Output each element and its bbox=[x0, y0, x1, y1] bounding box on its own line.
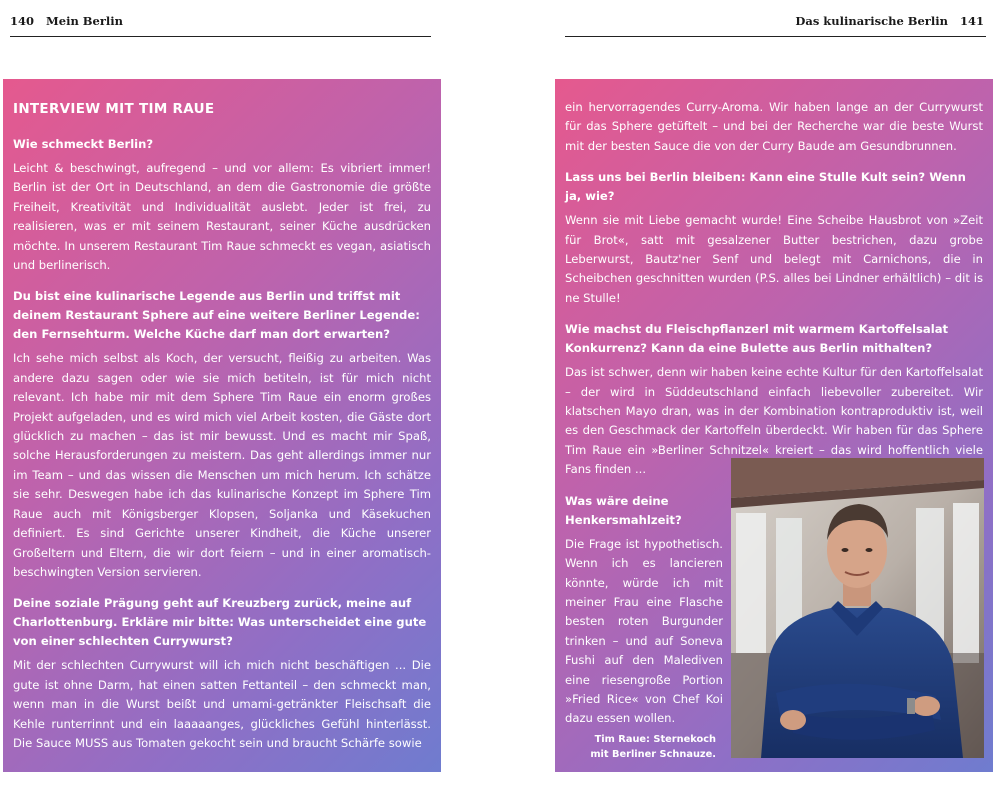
question-5: Wie machst du Fleischpflanzerl mit warmem Kartoffelsalat Konkurrenz? Kann da eine Bulette aus Berlin mithalten? bbox=[565, 322, 949, 356]
answer-6: Die Frage ist hypothetisch. Wenn ich es lancieren könnte, würde ich mit meiner Frau eine Flasche besten roten Burgunder trinken – und auf Soneva Fushi auf den Malediven eine riesengroße Portion »Fried Rice« von Chef Koi dazu essen wollen. bbox=[565, 536, 723, 726]
answer-2: Ich sehe mich selbst als Koch, der versucht, fleißig zu arbeiten. Was andere dazu sagen oder wie sie mich betiteln, ist für mich nicht relevant. Ich habe mir mit dem Sphere Tim Raue ein enorm großes Projekt aufgeladen, und es wird mich viel Arbeit kosten, die Gäste dort glücklich zu machen – das ist mir bewusst. Und es macht mir Spaß, solche Herausforderungen zu meistern. Das geht allerdings immer nur im Team – und das wissen die Menschen um mich herum. Ich schätze sie sehr. Deswegen habe ich das kulinarische Konzept im Sphere Tim Raue auch mit Königsberger Klopsen, Soljanka und Käsekuchen definiert. Es sind Gerichte unserer Kindheit, die Küche unserer Großeltern und Eltern, die wir dort feiern – und in einer aromatisch-beschwingten Version servieren. bbox=[13, 351, 431, 579]
answer-3-continued: ein hervorragendes Curry-Aroma. Wir haben lange an der Currywurst für das Sphere getüftelt – und bei der Recherche war die beste Wurst mit der besten Sauce die von der Curry Baude am Gesundbrunnen. bbox=[565, 100, 983, 153]
interview-heading: INTERVIEW MIT TIM RAUE bbox=[13, 101, 215, 117]
left-interview-panel bbox=[3, 79, 441, 772]
answer-5: Das ist schwer, denn wir haben keine echte Kultur für den Kartoffelsalat – der wird in Süddeutschland einfach liebevoller zubereitet. Wir klatschen Mayo dran, was in der Kombination kontraproduktiv ist, weil es den Geschmack der Kartoffeln überdeckt. Wir haben für das Sphere Tim Raue ein »Berliner Schnitzel« kreiert – das wird hoffentlich viele Fans finden ... bbox=[565, 365, 983, 477]
left-header-title: Mein Berlin bbox=[46, 14, 124, 28]
answer-4: Wenn sie mit Liebe gemacht wurde! Eine Scheibe Hausbrot von »Zeit für Brot«, satt mit gesalzener Butter bestrichen, dazu grobe Leberwurst, Bautz'ner Senf und belegt mit Carnichons, die in Scheibchen geschnitten wurden (P.S. alles bei Lindner erhältlich) – dit is ne Stulle! bbox=[565, 213, 983, 305]
answer-3: Mit der schlechten Currywurst will ich mich nicht beschäftigen ... Die gute ist ohne Darm, hat einen satten Fettanteil – den schmeckt man, wenn man in die Wurst beißt und umami-getränkter Fleischsaft die Kehle runterrinnt und ein laaaaanges, glückliches Gefühl hinterlässt. Die Sauce MUSS aus Tomaten gekocht sein und braucht Schärfe sowie bbox=[13, 658, 431, 750]
portrait-illustration bbox=[731, 458, 984, 758]
caption-line-2: mit Berliner Schnauze. bbox=[590, 749, 716, 760]
caption-line-1: Tim Raue: Sternekoch bbox=[594, 734, 716, 745]
left-page-number: 140 bbox=[10, 14, 35, 28]
left-running-header bbox=[10, 14, 123, 28]
question-2: Du bist eine kulinarische Legende aus Berlin und triffst mit deinem Restaurant Sphere auf eine weitere Berliner Legende: den Fernsehturm. Welche Küche darf man dort erwarten? bbox=[13, 289, 420, 342]
right-header-rule bbox=[565, 36, 986, 37]
left-header-rule bbox=[10, 36, 431, 37]
right-running-header bbox=[795, 14, 984, 28]
question-3: Deine soziale Prägung geht auf Kreuzberg zurück, meine auf Charlottenburg. Erkläre mir bitte: Was unterscheidet eine gute von einer schlechten Currywurst? bbox=[13, 596, 427, 649]
chef-portrait-photo bbox=[731, 458, 984, 758]
answer-1: Leicht & beschwingt, aufregend – und vor allem: Es vibriert immer! Berlin ist der Ort in Deutschland, an dem die Gastronomie die größte Freiheit, Kreativität und Individualität auslebt. Jeder ist frei, zu realisieren, was er mit seinem Restaurant, seiner Küche ausdrücken möchte. In unserem Restaurant Tim Raue schmeckt es vegan, asiatisch und berlinerisch. bbox=[13, 161, 431, 273]
question-1: Wie schmeckt Berlin? bbox=[13, 137, 154, 151]
question-6: Was wäre deine Henkersmahlzeit? bbox=[565, 493, 682, 527]
right-header-title: Das kulinarische Berlin bbox=[795, 14, 948, 28]
photo-caption bbox=[580, 732, 716, 762]
question-4: Lass uns bei Berlin bleiben: Kann eine Stulle Kult sein? Wenn ja, wie? bbox=[565, 170, 966, 204]
right-page-number: 141 bbox=[959, 14, 984, 28]
